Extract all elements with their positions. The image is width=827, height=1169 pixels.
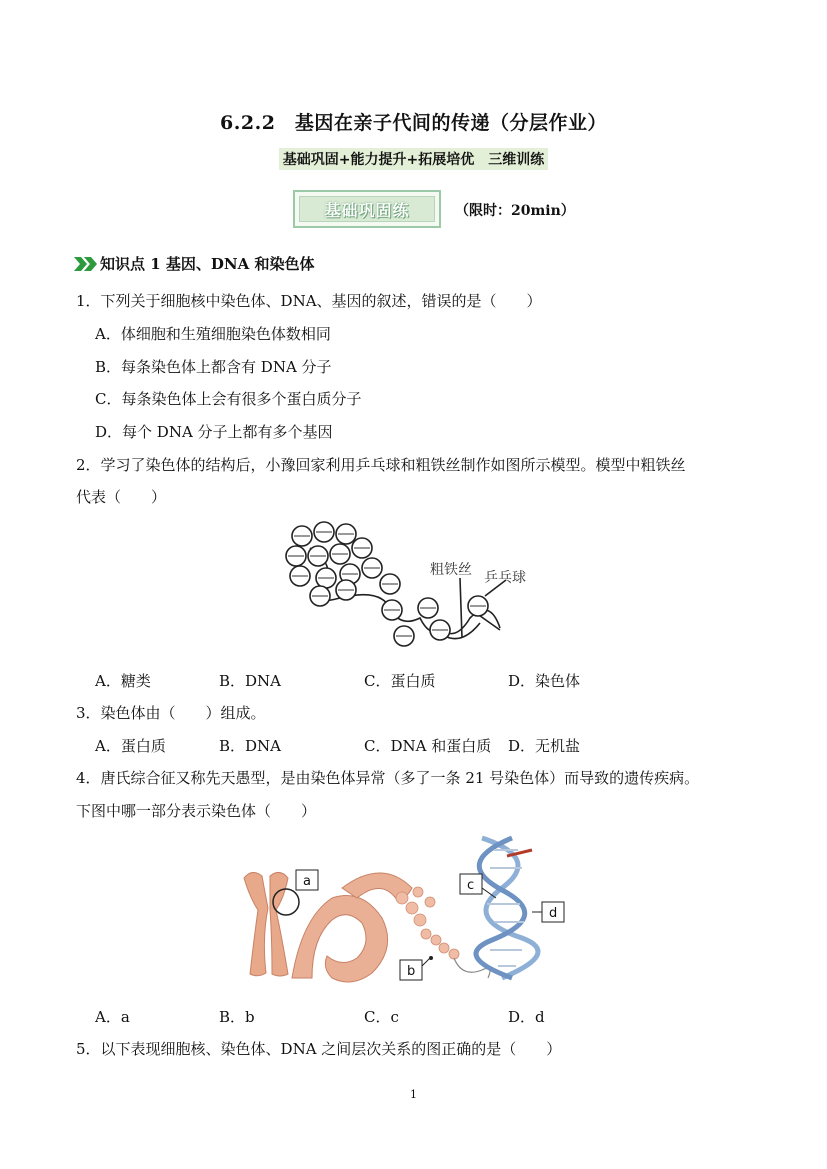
question-2-option-c: C．蛋白质 bbox=[364, 672, 436, 690]
subtitle-wrap bbox=[0, 148, 827, 170]
question-4-option-c: C．c bbox=[364, 1008, 399, 1026]
double-chevron-icon bbox=[74, 257, 98, 271]
question-2-stem-line2: 代表（ ） bbox=[76, 488, 167, 506]
question-2-option-b: B．DNA bbox=[219, 672, 282, 690]
question-3-options bbox=[0, 735, 827, 757]
question-4-option-d: D．d bbox=[508, 1008, 545, 1026]
question-1-option-d: D．每个 DNA 分子上都有多个基因 bbox=[95, 423, 333, 441]
question-2-option-a: A．糖类 bbox=[95, 672, 151, 690]
section-badge-inner bbox=[299, 196, 435, 222]
question-1-option-a: A．体细胞和生殖细胞染色体数相同 bbox=[95, 325, 331, 343]
question-2-stem-line1: 2．学习了染色体的结构后，小豫回家利用乒乓球和粗铁丝制作如图所示模型。模型中粗铁丝 bbox=[76, 456, 686, 474]
question-3-option-a: A．蛋白质 bbox=[95, 737, 166, 755]
question-1-option-b: B．每条染色体上都含有 DNA 分子 bbox=[95, 358, 332, 376]
question-4-options bbox=[0, 1006, 827, 1028]
question-5-stem: 5．以下表现细胞核、染色体、DNA 之间层次关系的图正确的是（ ） bbox=[76, 1040, 562, 1058]
subtitle: 基础巩固+能力提升+拓展培优 三维训练 bbox=[279, 148, 548, 170]
question-1-stem: 1．下列关于细胞核中染色体、DNA、基因的叙述，错误的是（ ） bbox=[76, 292, 542, 310]
label-b: b bbox=[407, 964, 416, 979]
question-2-option-d: D．染色体 bbox=[508, 672, 581, 690]
question-4-option-b: B．b bbox=[219, 1008, 255, 1026]
knowledge-point-text: 知识点 1 基因、DNA 和染色体 bbox=[100, 255, 315, 273]
label-thick-wire: 粗铁丝 bbox=[430, 562, 472, 578]
section-badge bbox=[293, 190, 441, 228]
page-title: 6.2.2 基因在亲子代间的传递（分层作业） bbox=[220, 112, 607, 134]
section-badge-text: 基础巩固练 bbox=[324, 200, 410, 220]
question-3-option-b: B．DNA bbox=[219, 737, 282, 755]
page-number: 1 bbox=[410, 1088, 417, 1101]
question-1-option-c: C．每条染色体上会有很多个蛋白质分子 bbox=[95, 390, 362, 408]
label-c: c bbox=[467, 878, 475, 893]
question-4-stem-line1: 4．唐氏综合征又称先天愚型，是由染色体异常（多了一条 21 号染色体）而导致的遗传疾病。 bbox=[76, 769, 700, 787]
question-3-stem: 3．染色体由（ ）组成。 bbox=[76, 704, 266, 722]
question-3-option-c: C．DNA 和蛋白质 bbox=[364, 737, 492, 755]
question-2-options bbox=[0, 670, 827, 692]
question-4-stem-line2: 下图中哪一部分表示染色体（ ） bbox=[76, 802, 317, 820]
chromosome-model-figure bbox=[280, 518, 540, 658]
question-4-option-a: A．a bbox=[95, 1008, 130, 1026]
label-a: a bbox=[303, 874, 311, 889]
label-ping-pong-ball: 乒乓球 bbox=[484, 570, 526, 586]
chromosome-dna-figure bbox=[232, 828, 592, 998]
question-3-option-d: D．无机盐 bbox=[508, 737, 581, 755]
label-d: d bbox=[549, 906, 558, 921]
time-limit: （限时：20min） bbox=[455, 203, 575, 219]
knowledge-point-heading bbox=[74, 253, 314, 274]
